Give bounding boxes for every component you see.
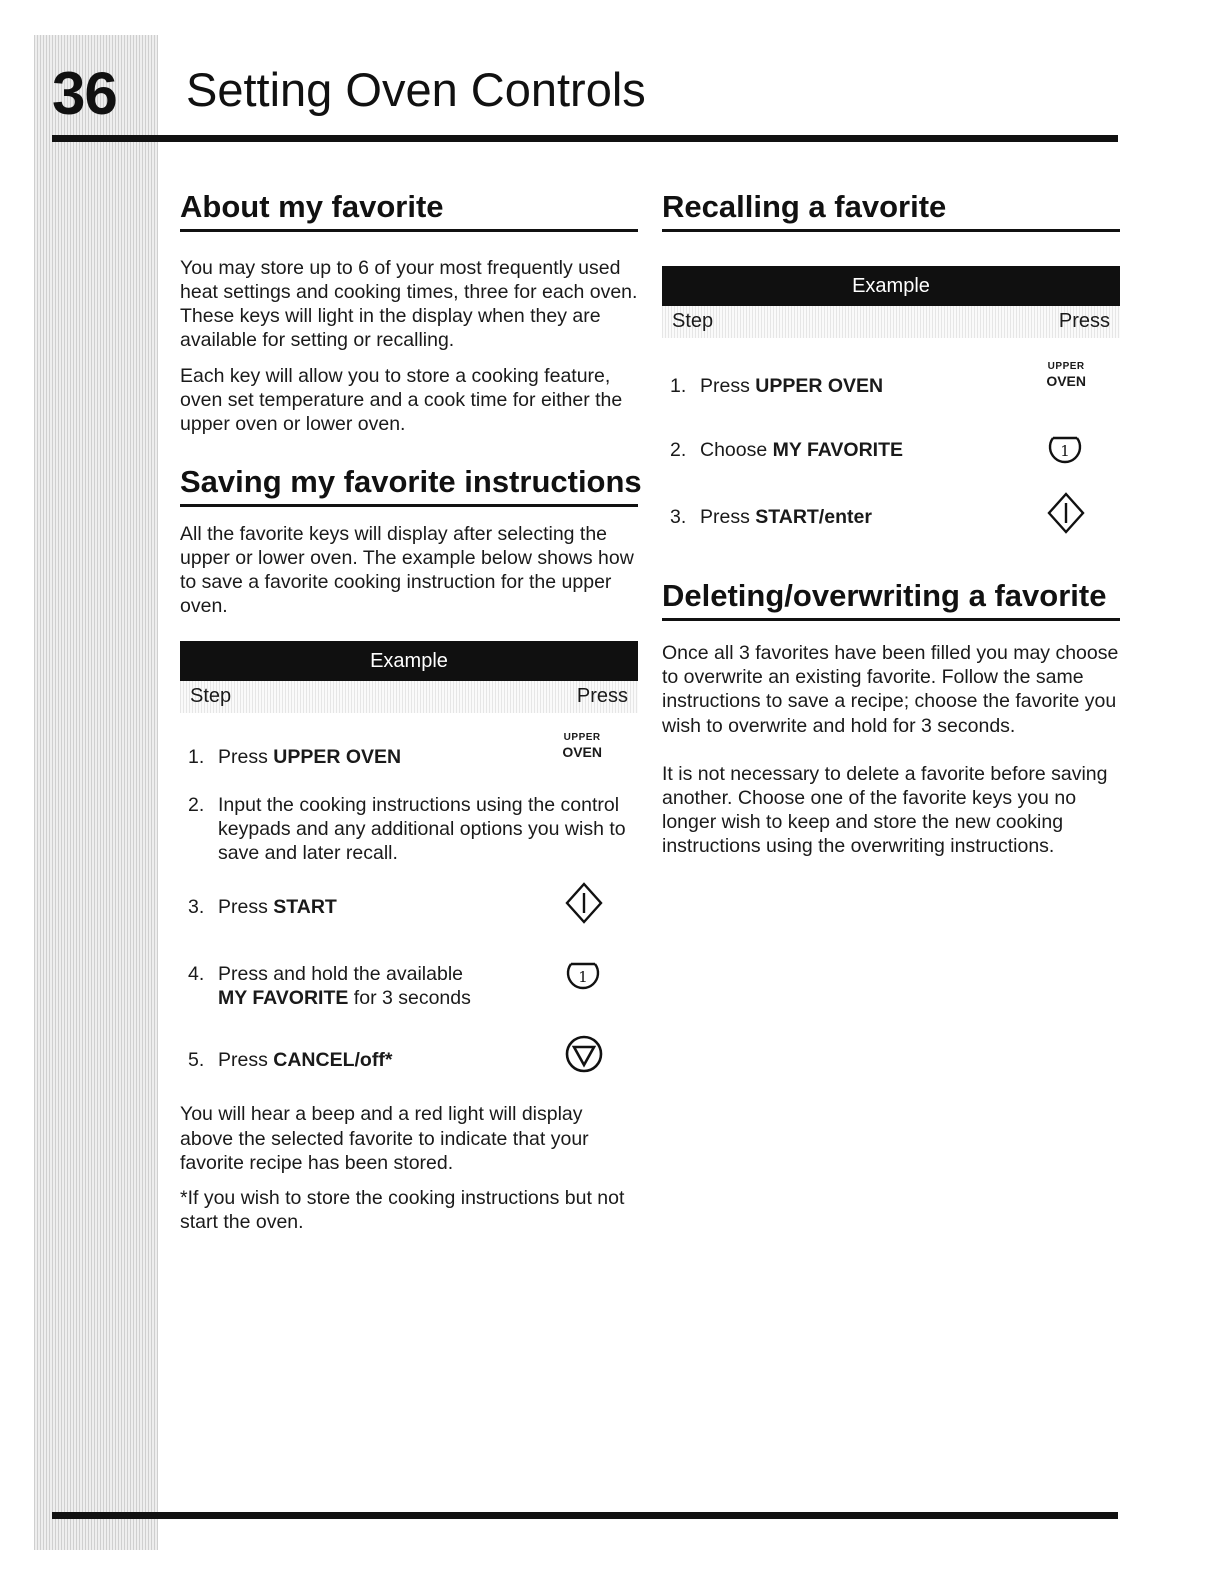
step-number: 3.: [188, 896, 205, 919]
about-paragraph-1: You may store up to 6 of your most frequently used heat settings and cooking times, three for each oven. These keys will light in the display when they are available for setting or recalling.: [180, 256, 638, 352]
step-text: Press UPPER OVEN: [218, 745, 402, 768]
step-column-label: Step: [190, 685, 232, 708]
bottom-rule: [52, 1512, 1118, 1519]
favorite-1-icon: [564, 956, 602, 994]
step-column-label: Step: [672, 310, 714, 333]
top-rule: [52, 135, 1118, 142]
left-column: [180, 189, 642, 1234]
step-number: 3.: [670, 506, 687, 529]
step-number: 2.: [188, 793, 205, 816]
step-text: Press UPPER OVEN: [700, 374, 884, 397]
step-text: Press START: [218, 896, 337, 919]
saving-heading: Saving my favorite instructions: [180, 465, 638, 507]
step-text: Input the cooking instructions using the control keypads and any additional options you wish to save and later recall.: [218, 793, 626, 865]
saving-step-1: [180, 731, 638, 769]
start-diamond-icon: [1046, 491, 1086, 535]
cancel-triangle-icon: [564, 1034, 604, 1074]
start-diamond-icon: [564, 881, 604, 925]
example-bar: Example: [662, 266, 1120, 306]
step-number: 1.: [188, 745, 205, 768]
deleting-heading: Deleting/overwriting a favorite: [662, 579, 1120, 621]
saving-step-4: [180, 962, 638, 1010]
saving-step-3: [180, 895, 638, 919]
recalling-step-1: [662, 360, 1120, 398]
about-paragraph-2: Each key will allow you to store a cooking feature, oven set temperature and a cook time for either the upper oven or lower oven.: [180, 364, 623, 435]
recalling-heading: Recalling a favorite: [662, 190, 1120, 232]
press-column-label: Press: [1058, 310, 1110, 333]
upper-oven-key-icon: UPPER OVEN: [562, 731, 602, 760]
recalling-example-table: [662, 266, 1120, 530]
saving-footnote: *If you wish to store the cooking instructions but not start the oven.: [180, 1186, 625, 1234]
step-text: Press CANCEL/off*: [218, 1049, 393, 1072]
recalling-step-3: [662, 505, 1120, 529]
favorite-1-icon: [1046, 430, 1084, 468]
step-text: Press START/enter: [700, 506, 872, 529]
step-number: 4.: [188, 962, 205, 985]
deleting-paragraph-1: Once all 3 favorites have been filled you may choose to overwrite an existing favorite. Follow the same instructions to save a recipe; choose the favorite you wish to overwrite and hold for 3 seconds.: [662, 642, 1119, 737]
upper-oven-key-icon: UPPER OVEN: [1046, 360, 1086, 389]
saving-example-table: [180, 641, 638, 1073]
about-heading: About my favorite: [180, 190, 638, 232]
page-number: 36: [52, 60, 117, 127]
example-bar: Example: [180, 641, 638, 681]
recalling-step-2: [662, 438, 1120, 462]
deleting-paragraph-2: It is not necessary to delete a favorite before saving another. Choose one of the favorite keys you no longer wish to keep and store the new cooking instructions using the overwriting instructions.: [662, 762, 1108, 858]
press-column-label: Press: [576, 685, 628, 708]
step-header: [662, 306, 1120, 338]
step-text: Choose MY FAVORITE: [700, 438, 904, 461]
step-number: 2.: [670, 438, 687, 461]
saving-step-2: [180, 793, 638, 866]
step-number: 5.: [188, 1049, 205, 1072]
svg-text:1: 1: [578, 967, 588, 986]
page-title: Setting Oven Controls: [186, 63, 646, 116]
right-column: [662, 190, 1120, 859]
step-number: 1.: [670, 374, 687, 397]
saving-after-paragraph: You will hear a beep and a red light will display above the selected favorite to indicate that your favorite recipe has been stored.: [180, 1103, 589, 1174]
step-header: [180, 681, 638, 713]
step-text: Press and hold the available MY FAVORITE for 3 seconds: [218, 962, 471, 1009]
svg-text:1: 1: [1060, 441, 1070, 460]
side-strip: [34, 35, 158, 1550]
saving-step-5: [180, 1048, 638, 1072]
saving-intro: All the favorite keys will display after selecting the upper or lower oven. The example below shows how to save a favorite cooking instruction for the upper oven.: [180, 522, 634, 618]
